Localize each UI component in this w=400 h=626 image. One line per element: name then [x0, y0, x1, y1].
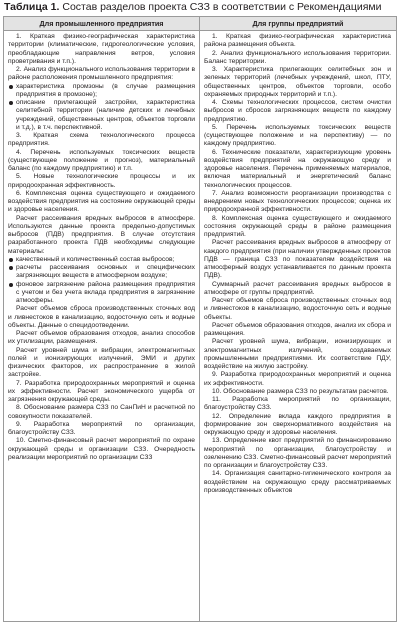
section-text: Расчет рассеивания вредных выбросов в атмосферу от каждого предприятия (при наличии утвержденных проектов ПДВ — граница СЗЗ по показателям воздействия на атмосферный воздух устанавливается по данным проекта ПДВ). — [204, 239, 391, 280]
section-text: 3. Краткая схема технологического процесса предприятия. — [8, 132, 195, 148]
left-section-item — [8, 83, 195, 100]
right-section-item — [204, 413, 391, 438]
bullet-icon — [9, 266, 13, 270]
section-text: 10. Обоснование размера СЗЗ по результатам расчетов. — [212, 387, 389, 395]
section-text: Суммарный расчет рассеивания вредных выбросов в атмосфере от группы предприятий. — [204, 280, 391, 296]
left-section-item — [8, 256, 195, 264]
section-text: характеристика промзоны (в случае размещения предприятия в промзоне); — [16, 82, 195, 98]
enterprise-group-sections — [204, 33, 391, 495]
header-enterprise-group: Для группы предприятий — [252, 19, 344, 28]
section-text: 1. Краткая физико-географическая характеристика района размещения объекта. — [204, 33, 391, 49]
right-section-item — [204, 297, 391, 322]
section-text: 4. Перечень используемых токсических веществ (существующее положение и прогноз), материальный баланс (по каждому предприятию) и т.п. — [8, 148, 195, 172]
right-section-item — [204, 99, 391, 124]
left-section-item — [8, 173, 195, 190]
right-section-item — [204, 190, 391, 215]
right-section-item — [204, 66, 391, 99]
table-caption-text: Состав разделов проекта СЗЗ в соответствии с Рекомендациями — [59, 1, 382, 13]
section-text: 5. Новые технологические процессы и их природоохранная эффективность. — [8, 173, 195, 189]
right-section-item — [204, 322, 391, 339]
section-text: 6. Технические показатели, характеризующие уровень воздействия предприятий на окружающую среду и здоровье населения. Перечень применяемых материалов, включая материальный и энергетический баланс технологических процессов. — [204, 148, 391, 189]
section-text: Расчет объемов образования отходов, анализ способов их утилизации, размещения. — [8, 330, 195, 346]
right-section-item — [204, 215, 391, 240]
section-text: качественный и количественный состав выбросов; — [16, 255, 175, 263]
section-text: 11. Разработка мероприятий по организации, благоустройству СЗЗ. — [204, 396, 391, 412]
section-text: 3. Характеристика прилегающих селитебных зон и зеленых территорий (лечебных учреждений, школ, ПТУ, общественных центров, объектов торговли, особо охраняемых природных территорий и т.п.). — [204, 66, 391, 98]
left-section-item — [8, 437, 195, 462]
bullet-icon — [9, 85, 13, 89]
left-section-item — [8, 66, 195, 83]
left-section-item — [8, 305, 195, 330]
left-section-item — [8, 421, 195, 438]
column-divider — [199, 17, 200, 622]
section-text: 6. Комплексная оценка существующего и ожидаемого воздействия предприятия на состояние окружающей среды и здоровье населения. — [8, 189, 195, 214]
section-text: описание прилегающей застройки, характеристика селитебной территории (наличие детских и лечебных учреждений, общественных центров, объектов торговли и т.д.), в т.ч. перспективной. — [16, 99, 195, 131]
right-section-item — [204, 50, 391, 67]
left-section-item — [8, 281, 195, 306]
section-text: 5. Перечень используемых токсических веществ (существующее положение и на перспективу) — по каждому предприятию. — [204, 123, 391, 148]
right-section-item — [204, 124, 391, 149]
header-single-enterprise: Для промышленного предприятия — [39, 19, 164, 28]
bullet-icon — [9, 283, 13, 287]
sanitary-zone-table — [3, 16, 397, 622]
section-text: 9. Разработка мероприятий по организации, благоустройству СЗЗ. — [8, 420, 195, 436]
section-text: 1. Краткая физико-географическая характеристика территории (климатические, гидрогеологические условия, преобладающие направления ветров, условия проветривания и т.п.). — [8, 33, 195, 65]
table-caption — [4, 1, 396, 14]
section-text: Расчет уровней шума и вибрации, электромагнитных полей и ионизирующих излучений, ЭМИ и других физических факторов, их распространение в жилой застройке. — [8, 346, 195, 379]
section-text: 8. Обоснование размера СЗЗ по СанПиН и расчетной по совокупности показателей. — [8, 404, 195, 420]
right-section-item — [204, 437, 391, 470]
right-section-item — [204, 149, 391, 190]
section-text: 7. Разработка природоохранных мероприятий и оценка их эффективности. Расчет экономического ущерба от загрязнения окружающей среды. — [8, 379, 195, 403]
section-text: 8. Комплексная оценка существующего и ожидаемого состояния окружающей среды в районе размещения предприятий. — [204, 214, 391, 238]
section-text: 7. Анализ возможности реорганизации производства с внедрением новых технологических процессов; оценка их природоохранной эффективности. — [204, 189, 391, 214]
section-text: расчеты рассеивания основных и специфических загрязняющих веществ в атмосферном воздухе; — [16, 264, 195, 280]
section-text: Расчет объемов сброса производственных сточных вод и ливнестоков в канализацию, водосточную сеть и водные объекты. Данные о специдоотведении. — [8, 305, 195, 329]
left-section-item — [8, 347, 195, 380]
left-section-item — [8, 33, 195, 66]
section-text: Расчет объемов сброса производственных сточных вод и ливнестоков в канализацию, водосточную сеть и водные объекты. — [204, 297, 391, 321]
right-section-item — [204, 470, 391, 495]
bullet-icon — [9, 258, 13, 262]
left-section-item — [8, 264, 195, 281]
right-section-item — [204, 396, 391, 413]
table-header-row — [4, 17, 396, 31]
section-text: Расчет объемов образования отходов, анализ их сбора и размещения. — [204, 321, 391, 337]
section-text: фоновое загрязнение района размещения предприятия с учетом и без учета вклада предприятия в загрязнение атмосферы. — [16, 280, 195, 304]
section-text: 4. Схемы технологических процессов, систем очистки выбросов и сбросов загрязняющих веществ по каждому предприятию. — [204, 99, 391, 123]
right-section-item — [204, 33, 391, 50]
left-section-item — [8, 132, 195, 149]
left-section-item — [8, 149, 195, 174]
bullet-icon — [9, 101, 13, 105]
section-text: 2. Анализ функционального использования территории в районе расположения промышленного предприятия: — [8, 66, 195, 82]
right-section-item — [204, 388, 391, 396]
section-text: 12. Определение вклада каждого предприятия в формирование зон сверхнормативного воздействия на окружающую среду и здоровье населения. — [204, 412, 391, 436]
right-section-item — [204, 338, 391, 371]
section-text: 14. Организация санитарно-гигиенического контроля за воздействием на окружающую среду рассматриваемых производственных объектов — [204, 470, 391, 494]
right-section-item — [204, 281, 391, 298]
right-section-item — [204, 371, 391, 388]
left-section-item — [8, 380, 195, 405]
section-text: 2. Анализ функционального использования территории. Баланс территории. — [204, 49, 391, 65]
left-section-item — [8, 404, 195, 421]
section-text: Расчет рассеивания вредных выбросов в атмосфере. Используются данные проекта предельно-допустимых выбросов (ПДВ) предприятия. В случае отсутствия разработанного проекта ПДВ необходимы следующие материалы: — [8, 214, 195, 255]
section-text: 10. Сметно-финансовый расчет мероприятий по охране окружающей среды и организации СЗЗ. Очередность реализации мероприятий по организации СЗЗ — [8, 437, 195, 461]
section-text: 9. Разработка природоохранных мероприятий и оценка их эффективности. — [204, 371, 391, 387]
left-section-item — [8, 330, 195, 347]
section-text: 13. Определение квот предприятий по финансированию мероприятий по организации, благоустройству и озеленению СЗЗ. Сметно-финансовый расчет мероприятий по организации и благоустройству СЗЗ. — [204, 437, 391, 469]
left-section-item — [8, 215, 195, 256]
single-enterprise-sections — [8, 33, 195, 462]
section-text: Расчет уровней шума, вибрации, ионизирующих и электромагнитных излучений, создаваемых промышленными предприятиями. Их соответствие ПДУ, воздействие на жилую застройку. — [204, 338, 391, 370]
right-section-item — [204, 239, 391, 280]
left-section-item — [8, 99, 195, 132]
table-caption-label: Таблица 1. — [4, 1, 60, 13]
left-section-item — [8, 190, 195, 215]
